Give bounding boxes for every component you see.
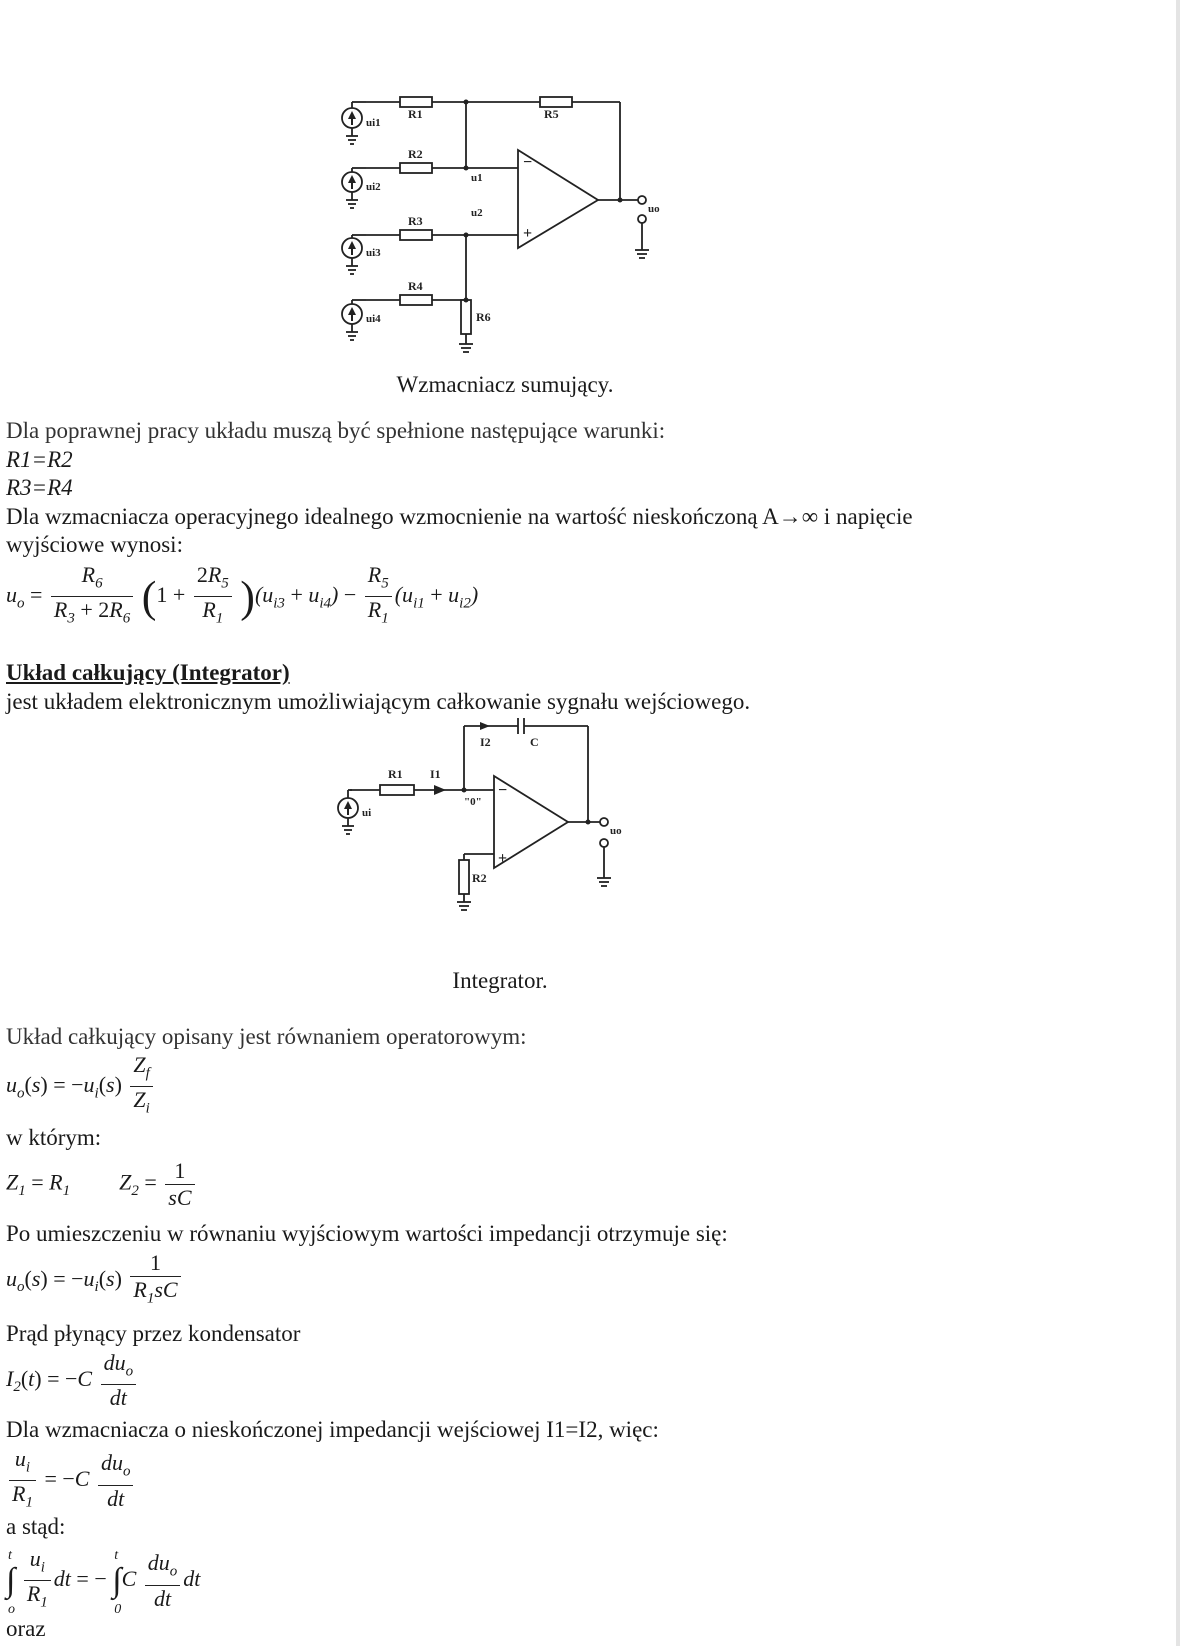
section-intro: jest układem elektronicznym umożliwiającym całkowanie sygnału wejściowego. [6,689,751,714]
label-R1: R1 [408,107,423,121]
label-ui2: ui2 [366,181,381,193]
label-R6: R6 [476,310,491,324]
label-I1: I1 [430,767,441,781]
condition-1: R1=R2 [6,447,73,472]
formula-uo-s-r1sc: $u_o(s) = -u_i(s)$ $\frac{1}{R_1sC}$ [6,1250,184,1311]
label-I2: I2 [480,735,491,749]
label-ui1: ui1 [366,117,381,129]
formula-i2: $I_2(t) = -C$ $\frac{du_o}{dt}$ [6,1350,139,1411]
a-stad-text: a stąd: [6,1514,66,1539]
label-C: C [530,735,539,749]
formula-integral: ∫ t o $\frac{u_i}{R_1}$ dt = − ∫ t 0 C $\frac{du_o}{dt}$ dt [6,1546,201,1617]
ideal-line-2: wyjściowe wynosi: [6,532,183,557]
label-R2: R2 [472,871,487,885]
section-heading: Układ całkujący (Integrator) [6,660,290,685]
dla-wzm-text: Dla wzmacniacza o nieskończonej impedancji wejściowej I1=I2, więc: [6,1417,659,1442]
label-u2: u2 [471,207,483,219]
plus-sign: + [523,225,533,242]
formula-ui-r1: $\frac{u_i}{R_1}$ = −C $\frac{du_o}{dt}$ [6,1446,136,1516]
conditions-intro: Dla poprawnej pracy układu muszą być spełnione następujące warunki: [6,418,666,443]
label-R4: R4 [408,279,423,293]
diagram2-caption: Integrator. [452,968,548,993]
label-R1: R1 [388,767,403,781]
label-zero: "0" [464,796,482,808]
label-uo: uo [610,825,622,837]
prad-text: Prąd płynący przez kondensator [6,1321,301,1346]
label-ui3: ui3 [366,247,381,259]
label-R3: R3 [408,214,423,228]
condition-2: R3=R4 [6,475,73,500]
plus-sign: + [498,850,508,867]
label-ui: ui [362,807,372,819]
label-R2: R2 [408,147,423,161]
summing-amplifier-diagram [340,88,670,370]
ideal-line-1: Dla wzmacniacza operacyjnego idealnego wzmocnienie na wartość nieskończoną A→∞ i napięcie [6,504,913,529]
diagram1-caption: Wzmacniacz sumujący. [396,372,614,397]
minus-sign: − [498,782,508,799]
integrator-diagram [330,718,650,918]
summing-output-formula: $u_o$ = $\frac{R_6}{R_3 + 2R_6}$ (1 + $\frac{2R_5}{R_1}$ )$(u_{i3} + u_{i4})$ − $\frac{R_5}{R_1}$ $(u_{i1} + u_{i2})$ [6,562,478,632]
oraz-text: oraz [6,1616,46,1641]
label-ui4: ui4 [366,313,381,325]
label-u1: u1 [471,172,483,184]
page-edge [1176,0,1180,1646]
label-uo: uo [648,203,660,215]
w-ktorym: w którym: [6,1125,102,1150]
label-R5: R5 [544,107,559,121]
formula-uo-s-zf-zi: $u_o(s) = -u_i(s)$ $\frac{Z_f}{Z_i}$ [6,1052,156,1122]
formula-impedances: $Z_1 = R_1$ $Z_2$ = $\frac{1}{sC}$ [6,1158,198,1211]
minus-sign: − [523,154,533,171]
po-umieszczeniu: Po umieszczeniu w równaniu wyjściowym wartości impedancji otrzymuje się: [6,1221,728,1246]
operator-eq-text: Układ całkujący opisany jest równaniem operatorowym: [6,1024,527,1049]
